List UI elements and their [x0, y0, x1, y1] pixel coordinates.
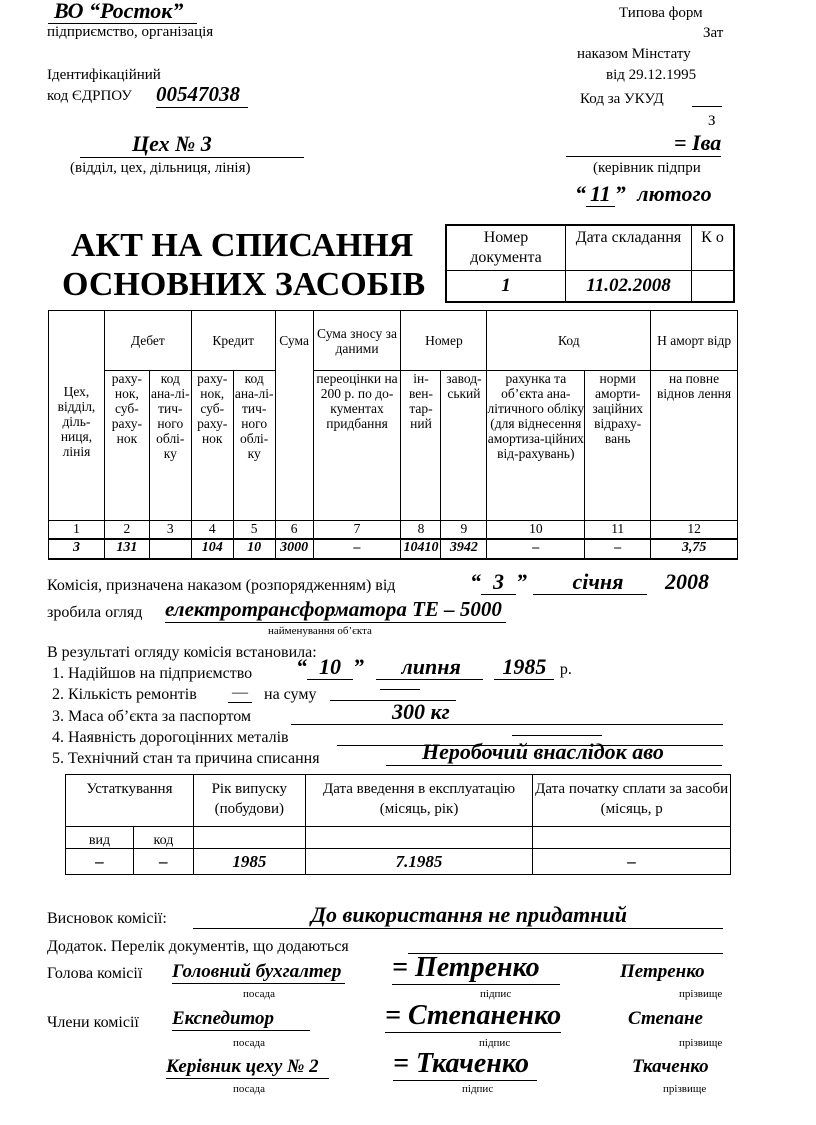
caption-position: посада: [233, 1037, 266, 1049]
doc-code-value: [692, 270, 735, 302]
dept-caption: (відділ, цех, дільниця, лінія): [70, 160, 251, 176]
caption-name: прізвище: [679, 988, 723, 1000]
dept-value: Цех № 3: [80, 131, 304, 158]
conclusion-value: До використання не придатний: [193, 902, 723, 929]
doc-date-header: Дата складання: [566, 225, 692, 270]
equipment-table: [65, 774, 731, 875]
object-caption: найменування об’єкта: [268, 625, 372, 637]
item-3-value: 300 кг: [392, 699, 450, 724]
doc-number-value: 1: [446, 270, 566, 302]
cell-kind: –: [66, 849, 134, 875]
caption-position: посада: [243, 988, 276, 1000]
id-label-1: Ідентифікаційний: [47, 67, 161, 83]
cell-credit-analytic: 10: [233, 539, 275, 559]
approval-date: “ 11 ” лютого: [575, 181, 712, 206]
head-value: = Іва: [566, 130, 721, 157]
org-name: ВО “Росток”: [48, 0, 197, 24]
col-num: 8: [401, 521, 441, 539]
col-num: 1: [49, 521, 105, 539]
doc-title-line2: ОСНОВНИХ ЗАСОБІВ: [62, 266, 426, 303]
doc-date-value: 11.02.2008: [566, 270, 692, 302]
th-commission-date: Дата введення в експлуатацію (місяць, рік): [305, 775, 533, 827]
th-debit: Дебет: [104, 311, 191, 371]
cell-factory: 3942: [441, 539, 487, 559]
order-date: “ 3 ” січня 2008: [470, 569, 709, 594]
th-debit-account: раху-нок, суб-раху-нок: [104, 371, 149, 521]
th-payment-date: Дата початку сплати за засоби (місяць, р: [533, 775, 731, 827]
th-wear: Сума зносу за даними: [313, 311, 401, 371]
cell-debit-account: 131: [104, 539, 149, 559]
col-num: 5: [233, 521, 275, 539]
form-line-1: Типова форм: [619, 5, 703, 21]
col-num: 2: [104, 521, 149, 539]
item-2-label: 2. Кількість ремонтів: [52, 686, 197, 703]
object-value: електротрансформатора ТЕ – 5000: [165, 597, 506, 623]
th-kind: вид: [66, 827, 134, 849]
cell-sum: 3000: [275, 539, 313, 559]
member-1-signature: = Степаненко: [385, 1000, 562, 1031]
item-1-label: 1. Надійшов на підприємство: [52, 665, 253, 682]
col-num: 12: [651, 521, 738, 539]
col-num: 7: [313, 521, 401, 539]
attachment-label: Додаток. Перелік документів, що додаються: [47, 938, 349, 955]
cell-amort: 3,75: [651, 539, 738, 559]
member-1-name: Степане: [628, 1008, 703, 1029]
cell-code-norm: –: [585, 539, 651, 559]
member-1-position: Експедитор: [172, 1008, 310, 1031]
th-year: Рік випуску (побудови): [193, 775, 305, 827]
th-amort: Н аморт відр: [651, 311, 738, 371]
doc-number-header: Номер документа: [446, 225, 566, 270]
caption-position: посада: [233, 1083, 266, 1095]
org-caption: підприємство, організація: [47, 24, 214, 40]
th-dept: Цех, відділ, діль-ниця, лінія: [49, 311, 105, 521]
col-num: 9: [441, 521, 487, 539]
th-code-sub: код: [133, 827, 193, 849]
chair-signature: = Петренко: [392, 952, 560, 985]
form-line-2: Зат: [703, 25, 724, 41]
head-caption: (керівник підпри: [593, 160, 701, 176]
commission-label: Комісія, призначена наказом (розпорядженням) від: [47, 577, 396, 594]
th-inventory: ін-вен-тар-ний: [401, 371, 441, 521]
inspection-label: зробила огляд: [47, 604, 143, 621]
doc-title-line1: АКТ НА СПИСАННЯ: [71, 227, 414, 264]
doc-code-header: К о: [692, 225, 735, 270]
th-credit: Кредит: [191, 311, 275, 371]
caption-name: прізвище: [679, 1037, 723, 1049]
doc-info-box: [445, 224, 735, 303]
item-5-label: 5. Технічний стан та причина списання: [52, 750, 320, 767]
th-code-norm: норми аморти-заційних відраху-вань: [585, 371, 651, 521]
col-num: 3: [149, 521, 191, 539]
col-num: 10: [487, 521, 585, 539]
th-number: Номер: [401, 311, 487, 371]
cell-code-account: –: [487, 539, 585, 559]
item-5-value: Неробочий внаслідок аво: [386, 739, 722, 766]
table-row: [49, 539, 738, 559]
th-code-account: рахунка та об’єкта ана-літичного обліку (для віднесення амортиза-ційних від-рахувань): [487, 371, 585, 521]
th-credit-account: раху-нок, суб-раху-нок: [191, 371, 233, 521]
caption-name: прізвище: [663, 1083, 707, 1095]
item-4-label: 4. Наявність дорогоцінних металів: [52, 729, 289, 746]
table-row: [66, 849, 731, 875]
edrpou-value: 00547038: [156, 82, 248, 108]
th-amort-sub: на повне віднов лення: [651, 371, 738, 521]
main-assets-table: [48, 310, 738, 560]
cell-credit-account: 104: [191, 539, 233, 559]
conclusion-label: Висновок комісії:: [47, 910, 167, 927]
ukud-label: Код за УКУД: [580, 91, 664, 107]
th-equipment: Устаткування: [66, 775, 194, 827]
item-2-sum-label: на суму: [264, 686, 317, 703]
cell-payment-date: –: [533, 849, 731, 875]
item-2-dash: —: [228, 684, 252, 703]
col-num: 11: [585, 521, 651, 539]
cell-inventory: 10410: [401, 539, 441, 559]
members-label: Члени комісії: [47, 1014, 139, 1031]
caption-signature: підпис: [462, 1083, 494, 1095]
cell-wear: –: [313, 539, 401, 559]
col-num: 6: [275, 521, 313, 539]
cell-code: –: [133, 849, 193, 875]
th-factory: завод-ський: [441, 371, 487, 521]
th-debit-analytic: код ана-лі-тич-ного облі-ку: [149, 371, 191, 521]
th-wear-sub: переоцінки на 200 р. по до-кументах придбання: [313, 371, 401, 521]
chair-name: Петренко: [620, 961, 705, 982]
form-line-4: від 29.12.1995: [606, 67, 697, 83]
th-sum: Сума: [275, 311, 313, 521]
column-number-row: [49, 521, 738, 539]
chair-label: Голова комісії: [47, 965, 143, 982]
cell-year: 1985: [193, 849, 305, 875]
member-2-signature: = Ткаченко: [393, 1048, 537, 1081]
cell-debit-analytic: [149, 539, 191, 559]
caption-signature: підпис: [479, 1037, 511, 1049]
chair-position: Головний бухгалтер: [172, 961, 345, 984]
th-credit-analytic: код ана-лі-тич-ного облі-ку: [233, 371, 275, 521]
col-num: 4: [191, 521, 233, 539]
item-3-label: 3. Маса об’єкта за паспортом: [52, 708, 252, 725]
cell-commission-date: 7.1985: [305, 849, 533, 875]
form-line-3: наказом Мінстату: [577, 46, 691, 62]
th-code: Код: [487, 311, 651, 371]
member-2-name: Ткаченко: [632, 1056, 709, 1077]
cell-dept: 3: [49, 539, 105, 559]
established-label: В результаті огляду комісія встановила:: [47, 644, 317, 661]
item-1-date: “ 10 ” липня 1985 р.: [296, 654, 572, 679]
form-line-z: З: [708, 113, 716, 129]
id-label-2: код ЄДРПОУ: [47, 88, 132, 104]
member-2-position: Керівник цеху № 2: [166, 1056, 329, 1079]
caption-signature: підпис: [480, 988, 512, 1000]
